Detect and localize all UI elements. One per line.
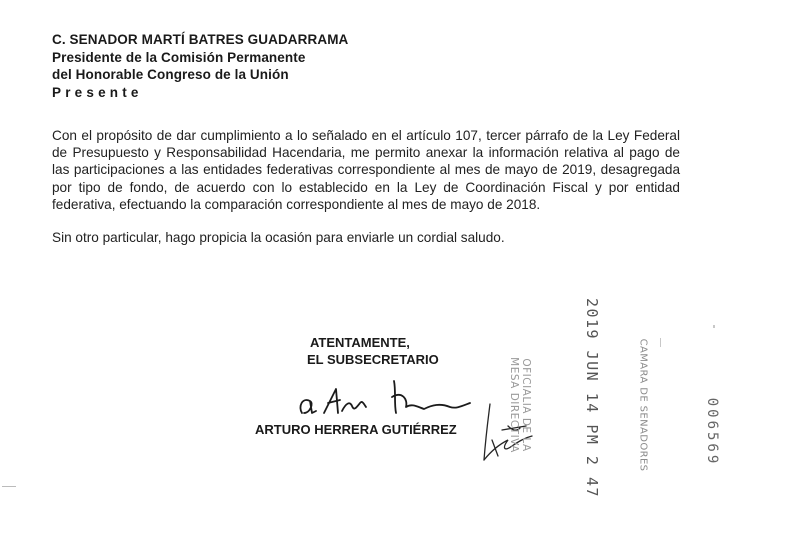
body-line: correspondiente al mes de mayo de 2019, desagregada por tipo de fondo, de acuerdo con xyxy=(52,162,680,195)
addressee-position: Presidente de la Comisión Permanente xyxy=(52,49,306,65)
office-stamp-line: OFICIALIA DE LA xyxy=(520,358,532,452)
margin-mark xyxy=(2,486,16,487)
reception-date-stamp: 2019 JUN 14 PM 2 47 xyxy=(583,297,601,499)
scan-speck xyxy=(713,325,715,328)
body-line: Ley Federal de Presupuesto y Responsabilidad Hacendaria, me permito anexar la xyxy=(52,128,680,161)
folio-number: 006569 xyxy=(704,397,720,467)
signatory-name: ARTURO HERRERA GUTIÉRREZ xyxy=(255,422,457,437)
office-stamp xyxy=(508,357,532,453)
closing-paragraph: Sin otro particular, hago propicia la ocasión para enviarle un cordial saludo. xyxy=(52,230,505,246)
addressee-institution: del Honorable Congreso de la Unión xyxy=(52,67,289,82)
office-stamp-line: MESA DIRECTIVA xyxy=(508,357,520,453)
body-line: lo establecido en la Ley de Coordinación Fiscal y por entidad federativa, efectuando la xyxy=(52,179,680,212)
scan-speck xyxy=(660,338,661,347)
addressee-name: C. SENADOR MARTÍ BATRES GUADARRAMA xyxy=(52,32,349,47)
signature-title: EL SUBSECRETARIO xyxy=(307,352,439,367)
body-line: comparación correspondiente al mes de mayo de 2018. xyxy=(204,196,541,212)
senate-stamp: CAMARA DE SENADORES xyxy=(637,338,649,472)
addressee-block xyxy=(52,31,348,101)
letter-body xyxy=(52,127,680,246)
body-line: información relativa al pago de las participaciones a las entidades federativas xyxy=(52,145,680,178)
signature-closing: ATENTAMENTE, xyxy=(310,335,410,350)
body-line: Con el propósito de dar cumplimiento a lo señalado en el artículo 107, tercer párrafo de la xyxy=(52,128,604,143)
handwritten-signature xyxy=(290,373,480,421)
body-paragraph xyxy=(52,127,680,213)
addressee-salutation: Presente xyxy=(52,84,143,100)
